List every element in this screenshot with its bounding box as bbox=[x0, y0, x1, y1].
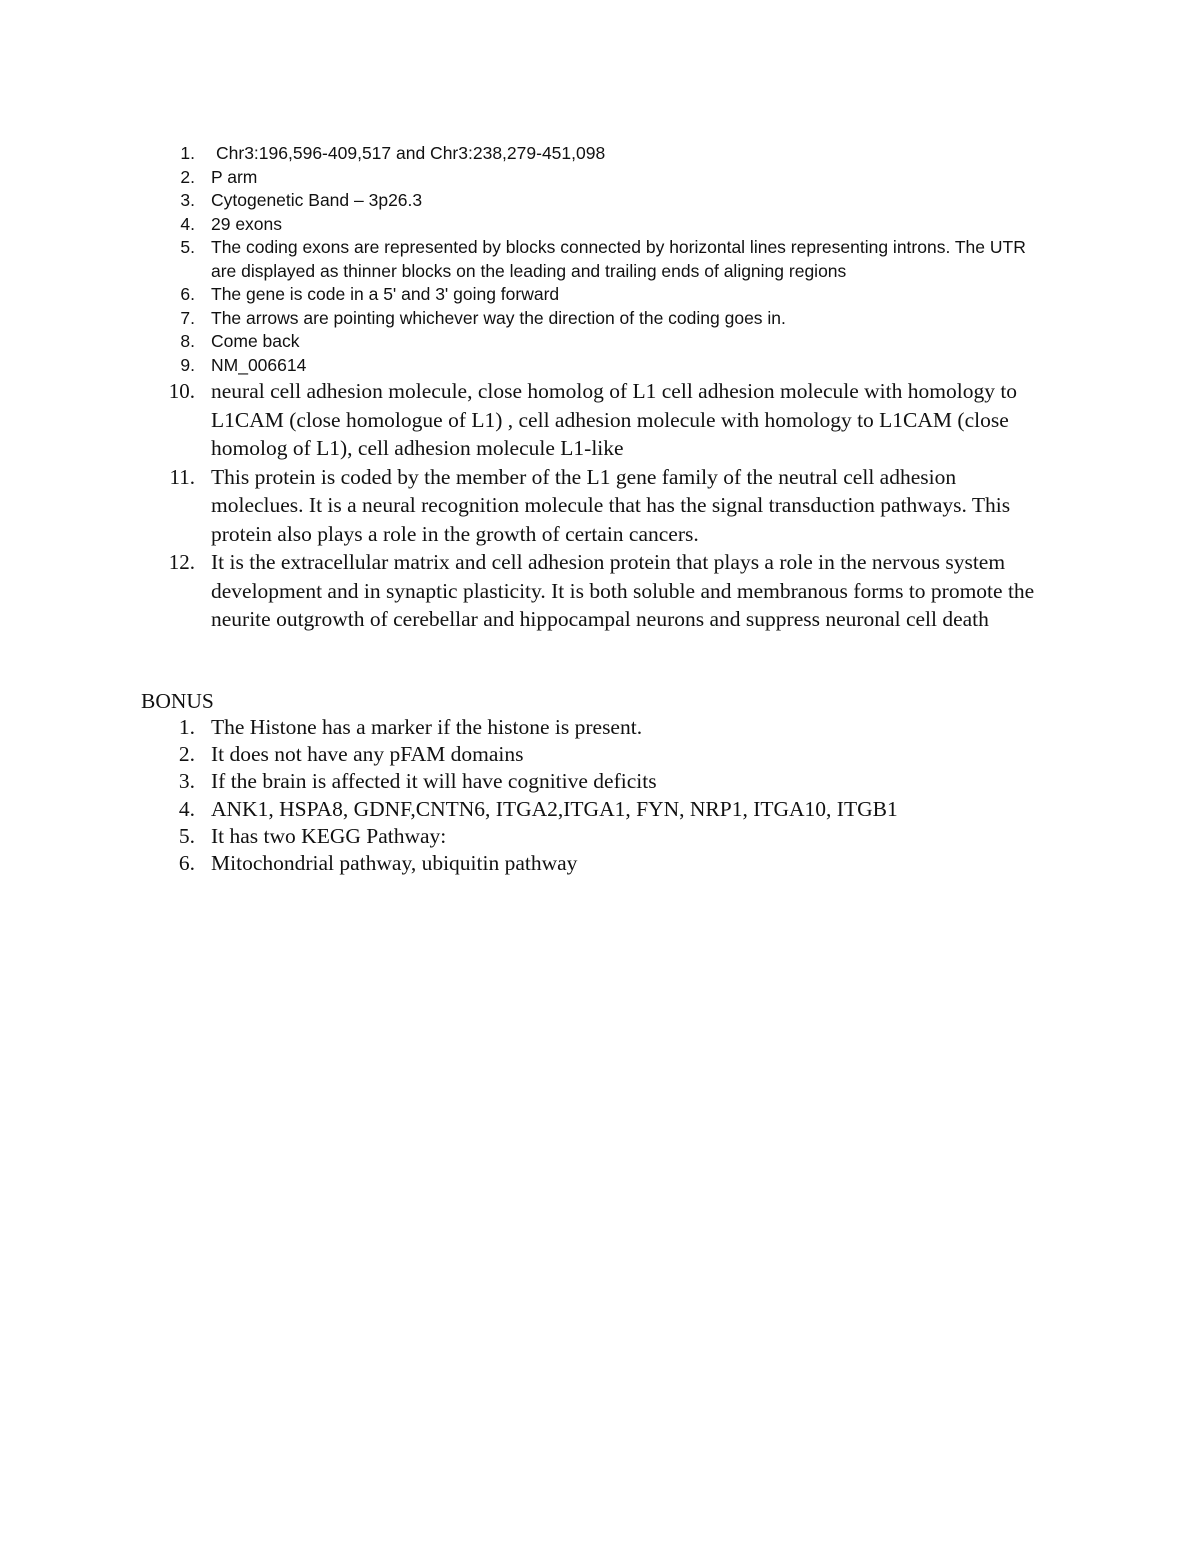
list-text: Come back bbox=[211, 331, 300, 351]
list-number: 1. bbox=[180, 143, 195, 163]
list-item bbox=[168, 850, 1048, 877]
list-text: neural cell adhesion molecule, close homolog of L1 cell adhesion molecule with homology to L1CAM (close homologue of L1) , cell adhesion molecule with homology to L1CAM (close homolog of L1), cell adhesion molecule L1-like bbox=[211, 379, 1018, 460]
bonus-heading: BONUS bbox=[141, 689, 214, 713]
list-item bbox=[168, 189, 1048, 213]
bonus-list bbox=[168, 714, 1048, 877]
list-text: The gene is code in a 5' and 3' going forward bbox=[211, 284, 560, 304]
list-item bbox=[168, 307, 1048, 331]
list-text: It is the extracellular matrix and cell adhesion protein that plays a role in the nervous system development and in synaptic plasticity. It is both soluble and membranous forms to promote the neurite outgrowth of cerebellar and hippocampal neurons and suppress neuronal cell death bbox=[211, 550, 1035, 631]
list-item bbox=[168, 142, 1048, 166]
list-item bbox=[168, 741, 1048, 768]
list-item bbox=[168, 354, 1048, 378]
list-number: 2. bbox=[180, 166, 195, 187]
list-number: 6. bbox=[180, 284, 195, 304]
list-number: 7. bbox=[180, 307, 195, 328]
list-text: It does not have any pFAM domains bbox=[211, 742, 524, 767]
list-text: It has two KEGG Pathway: bbox=[211, 823, 447, 848]
list-item bbox=[168, 283, 1048, 307]
list-item bbox=[168, 213, 1048, 237]
list-item bbox=[168, 377, 1048, 463]
list-number: 9. bbox=[180, 354, 195, 375]
list-text: If the brain is affected it will have cognitive deficits bbox=[211, 769, 657, 794]
list-number: 8. bbox=[180, 331, 195, 351]
list-number: 5. bbox=[180, 237, 195, 257]
list-item bbox=[168, 166, 1048, 190]
list-item bbox=[168, 768, 1048, 795]
list-text: The coding exons are represented by blocks connected by horizontal lines representing introns. The UTR are displayed as thinner blocks on the leading and trailing ends of aligning regions bbox=[211, 237, 1026, 281]
list-item bbox=[168, 714, 1048, 741]
list-number: 3. bbox=[180, 190, 195, 210]
answer-list bbox=[168, 142, 1048, 634]
list-number: 4. bbox=[178, 796, 195, 821]
list-text: NM_006614 bbox=[211, 354, 307, 375]
list-number: 5. bbox=[178, 823, 195, 848]
list-item bbox=[168, 823, 1048, 850]
list-number: 6. bbox=[178, 851, 195, 876]
list-text: Cytogenetic Band – 3p26.3 bbox=[211, 190, 423, 210]
list-text: ANK1, HSPA8, GDNF,CNTN6, ITGA2,ITGA1, FYN, NRP1, ITGA10, ITGB1 bbox=[211, 796, 898, 821]
list-text: This protein is coded by the member of the L1 gene family of the neutral cell adhesion moleclues. It is a neural recognition molecule that has the signal transduction pathways. This protein also plays a role in the growth of certain cancers. bbox=[211, 464, 1011, 546]
list-item bbox=[168, 463, 1048, 549]
list-text: The arrows are pointing whichever way the direction of the coding goes in. bbox=[211, 307, 786, 328]
list-number: 4. bbox=[180, 213, 195, 234]
list-text: Mitochondrial pathway, ubiquitin pathway bbox=[211, 851, 578, 876]
list-text: Chr3:196,596-409,517 and Chr3:238,279-451,098 bbox=[216, 143, 606, 163]
list-item bbox=[168, 548, 1048, 634]
list-number: 2. bbox=[178, 742, 195, 767]
list-item bbox=[168, 236, 1048, 283]
list-item bbox=[168, 796, 1048, 823]
list-text: P arm bbox=[211, 166, 258, 187]
list-text: The Histone has a marker if the histone is present. bbox=[211, 715, 643, 739]
list-number: 11. bbox=[169, 464, 195, 489]
list-number: 12. bbox=[168, 550, 195, 574]
list-number: 10. bbox=[168, 379, 195, 403]
list-number: 1. bbox=[178, 715, 195, 739]
list-text: 29 exons bbox=[211, 213, 283, 234]
list-item bbox=[168, 330, 1048, 354]
list-number: 3. bbox=[178, 769, 195, 794]
